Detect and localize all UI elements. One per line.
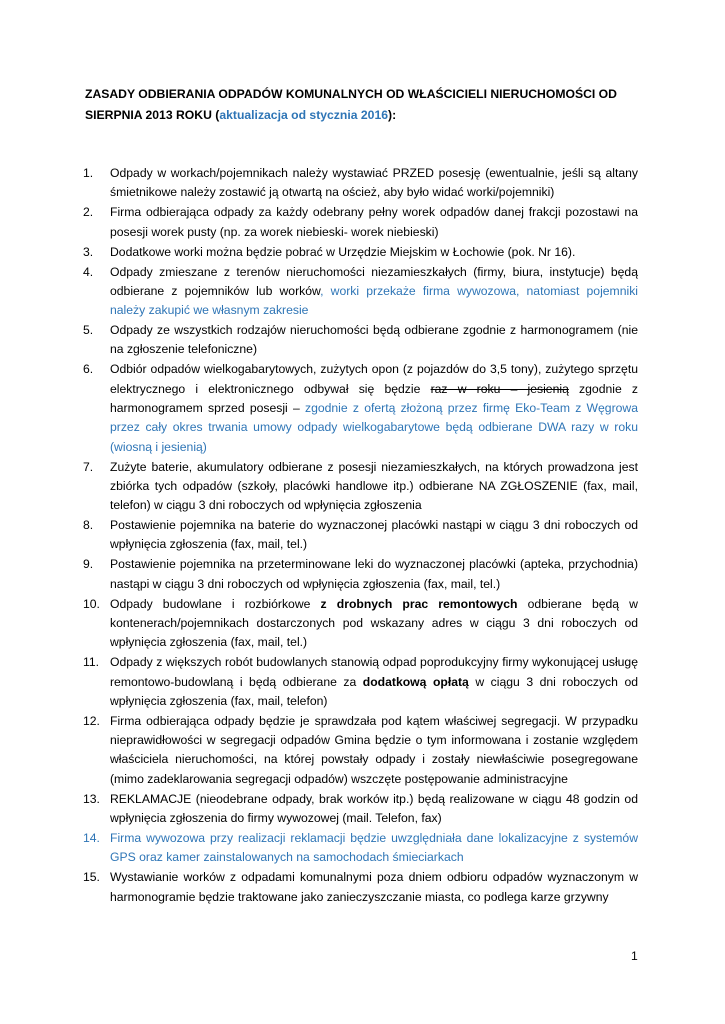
list-item: 14. Firma wywozowa przy realizacji reklamacji będzie uwzględniała dane lokalizacyjne z systemów GPS oraz kamer zainstalowanych na samochodach śmieciarkach <box>83 831 638 865</box>
list-item: 9. Postawienie pojemnika na przeterminowane leki do wyznaczonej placówki (apteka, przychodnia) nastąpi w ciągu 3 dni roboczych od wpłynięcia zgłoszenia (fax, mail, tel.) <box>83 557 638 591</box>
list-item: 2. Firma odbierająca odpady za każdy odebrany pełny worek odpadów danej frakcji pozostawi na posesji worek pusty (np. za worek niebieski- worek niebieski) <box>83 205 638 239</box>
title-main: ZASADY ODBIERANIA ODPADÓW KOMUNALNYCH OD WŁAŚCICIELI NIERUCHOMOŚCI OD SIERPNIA 2013 ROKU ( <box>85 87 617 122</box>
struck-text: raz w roku – jesienią <box>430 381 569 396</box>
list-item: 15. Wystawianie worków z odpadami komunalnymi poza dniem odbioru odpadów wyznaczonym w harmonogramie będzie traktowane jako zanieczyszczanie miasta, co podlega karze grzywny <box>83 870 638 904</box>
list-item: 3. Dodatkowe worki można będzie pobrać w Urzędzie Miejskim w Łochowie (pok. Nr 16). <box>83 244 576 259</box>
document-title <box>85 84 645 126</box>
list-item: 8. Postawienie pojemnika na baterie do wyznaczonej placówki nastąpi w ciągu 3 dni roboczych od wpłynięcia zgłoszenia (fax, mail, tel.) <box>83 518 638 552</box>
list-item: 5. Odpady ze wszystkich rodzajów nieruchomości będą odbierane zgodnie z harmonogramem (nie na zgłoszenie telefoniczne) <box>83 323 638 357</box>
list-item: 1. Odpady w workach/pojemnikach należy wystawiać PRZED posesję (ewentualnie, jeśli są altany śmietnikowe należy zostawić ją otwartą na oścież, aby było widać worki/pojemniki) <box>83 166 638 200</box>
list-item: 7. Zużyte baterie, akumulatory odbierane z posesji niezamieszkałych, na których prowadzona jest zbiórka tych odpadów (szkoły, placówki handlowe itp.) odbierane NA ZGŁOSZENIE (fax, mail, telefon) w ciągu 3 dni roboczych od wpłynięcia zgłoszenia <box>83 459 638 513</box>
list-item: 11. Odpady z większych robót budowlanych stanowią odpad poprodukcyjny firmy wykonującej usługę remontowo-budowlaną i będą odbierane za dodatkową opłatą w ciągu 3 dni roboczych od wpłynięcia zgłoszenia (fax, mail, telefon) <box>83 655 638 708</box>
list-item: 13. REKLAMACJE (nieodebrane odpady, brak worków itp.) będą realizowane w ciągu 48 godzin od wpłynięcia zgłoszenia do firmy wywozowej (mail. Telefon, fax) <box>83 791 638 826</box>
title-end: ): <box>388 108 397 122</box>
rules-list <box>83 164 639 907</box>
list-item: 10. Odpady budowlane i rozbiórkowe z drobnych prac remontowych odbierane będą w kontenerach/pojemnikach dostarczonych pod wskazany adres w ciągu 3 dni roboczych od wpłynięcia zgłoszenia (fax, mail, tel.) <box>83 596 638 650</box>
list-item: 12. Firma odbierająca odpady będzie je sprawdzała pod kątem właściwej segregacji. W przypadku nieprawidłowości w segregacji odpadów Gmina będzie o tym informowana i zostanie względem właściciela nieruchomości, na której powstały odpady i zostały niewłaściwie posegregowane (mimo zadeklarowania segregacji odpadów) wszczęte postępowanie administracyjne <box>83 713 638 786</box>
title-update-note: aktualizacja od stycznia 2016 <box>219 108 389 122</box>
list-item: 6. Odbiór odpadów wielkogabarytowych, zużytych opon (z pojazdów do 3,5 tony), zużytego sprzętu elektrycznego i elektronicznego odbywał się będzie raz w roku – jesienią zgodnie z harmonogramem sprzed posesji – zgodnie z ofertą złożoną przez firmę Eko-Team z Węgrowa przez cały okres trwania umowy odpady wielkogabarytowe będą odbierane DWA razy w roku (wiosną i jesienią) <box>83 362 639 454</box>
page-number: 1 <box>631 949 638 963</box>
list-item: 4. Odpady zmieszane z terenów nieruchomości niezamieszkałych (firmy, biura, instytucje) będą odbierane z pojemników lub worków, worki przekaże firma wywozowa, natomiast pojemniki należy zakupić we własnym zakresie <box>83 264 638 318</box>
